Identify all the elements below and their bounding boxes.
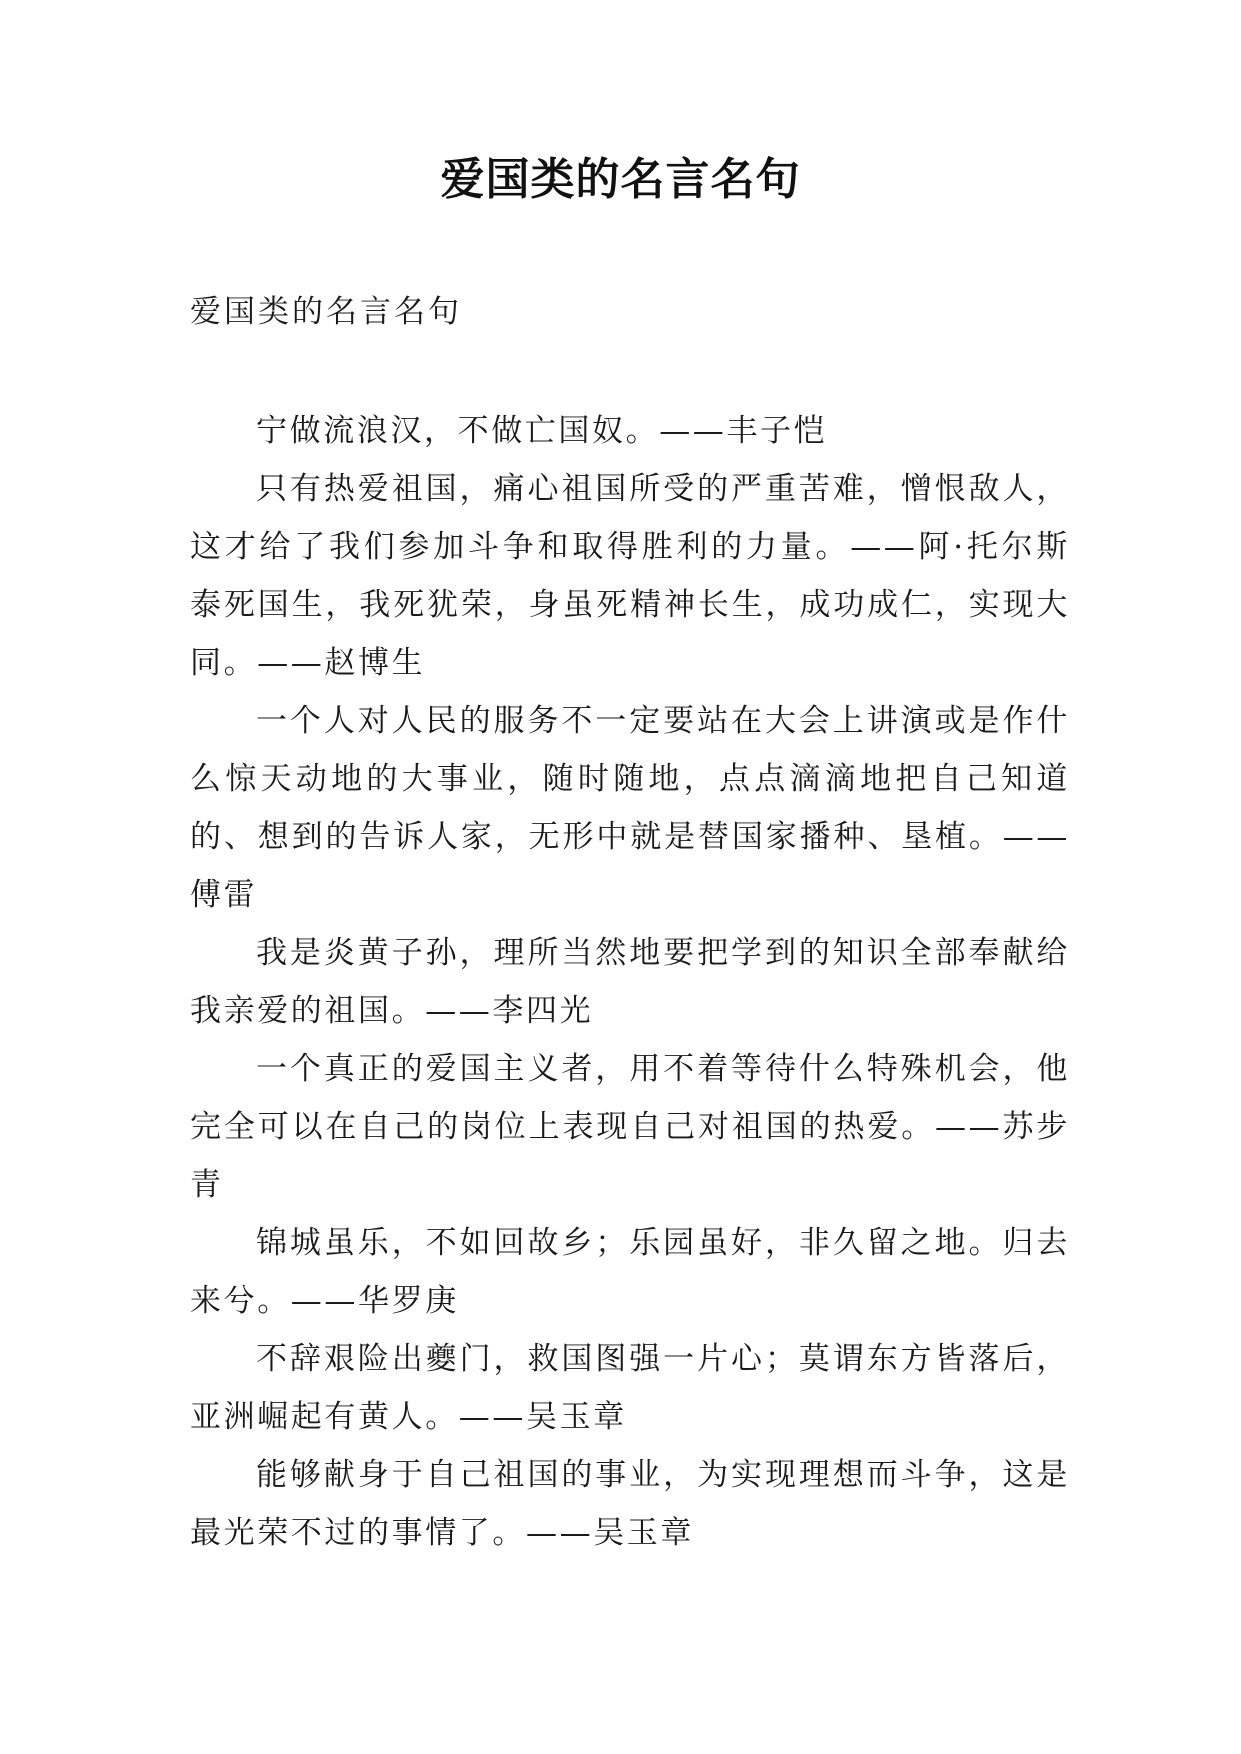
quote-paragraph: 一个人对人民的服务不一定要站在大会上讲演或是作什么惊天动地的大事业，随时随地，点点滴滴地把自己知道的、想到的告诉人家，无形中就是替国家播种、垦植。——傅雷 [190,703,1070,913]
page-title: 爱国类的名言名句 [440,154,801,205]
quote-paragraph: 一个真正的爱国主义者，用不着等待什么特殊机会，他完全可以在自己的岗位上表现自己对祖国的热爱。——苏步青 [190,1051,1070,1203]
quote-paragraph: 锦城虽乐，不如回故乡；乐园虽好，非久留之地。归去来兮。——华罗庚 [190,1225,1070,1319]
quote-paragraph: 不辞艰险出夔门，救国图强一片心；莫谓东方皆落后，亚洲崛起有黄人。——吴玉章 [190,1341,1070,1435]
document-body [190,402,1070,1562]
quote-paragraph: 宁做流浪汉，不做亡国奴。——丰子恺 [256,413,828,449]
quote-paragraph: 能够献身于自己祖国的事业，为实现理想而斗争，这是最光荣不过的事情了。——吴玉章 [190,1457,1070,1551]
quote-paragraph: 我是炎黄子孙，理所当然地要把学到的知识全部奉献给我亲爱的祖国。——李四光 [190,935,1070,1029]
quote-paragraph: 只有热爱祖国，痛心祖国所受的严重苦难，憎恨敌人，这才给了我们参加斗争和取得胜利的力量。——阿·托尔斯泰死国生，我死犹荣，身虽死精神长生，成功成仁，实现大同。——赵博生 [190,471,1070,681]
document-subtitle: 爱国类的名言名句 [190,294,462,330]
